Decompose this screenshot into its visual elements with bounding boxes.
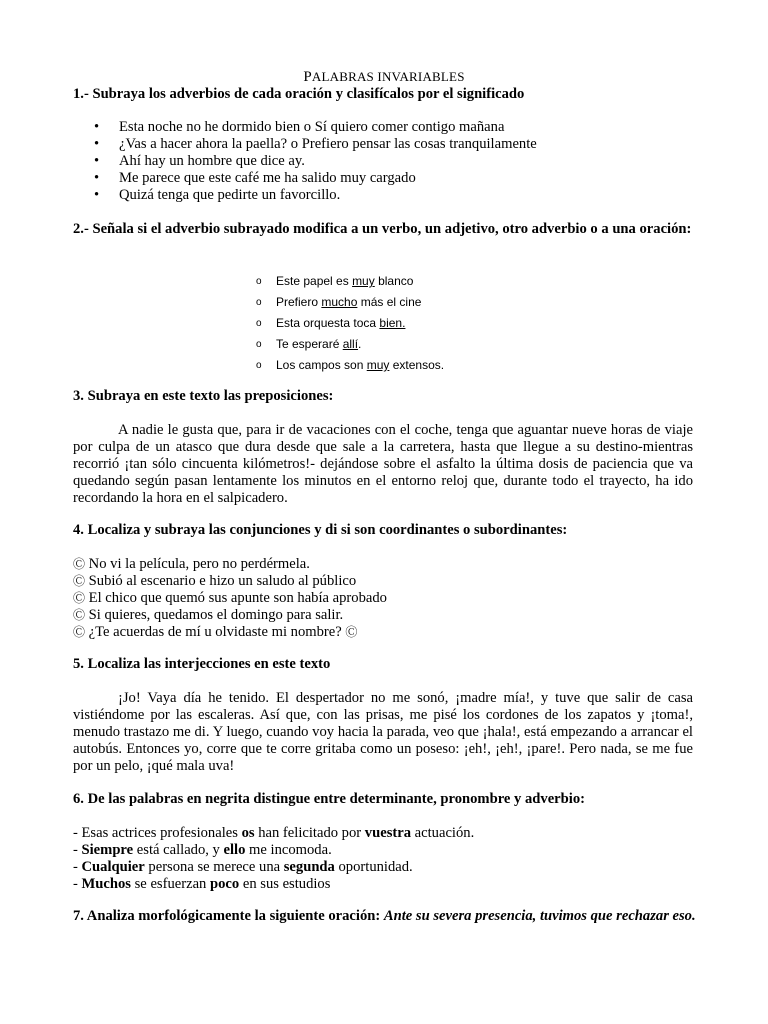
list-item: • Esta noche no he dormido bien o Sí quiero comer contigo mañana <box>94 119 505 135</box>
circle-bullet-icon: o <box>256 360 262 371</box>
q5-paragraph: ¡Jo! Vaya día he tenido. El despertador no me sonó, ¡madre mía!, y tuve que salir de casa vistiéndome por las escaleras. Así que, con las prisas, me pisé los cordones de los zapatos y ¡toma!, menudo trastazo me di. Y luego, cuando voy hacia la parada, veo que ¡hala!, está empezando a arrancar el autobús. Entonces yo, corre que te corre gritaba como un poseso: ¡eh!, ¡eh!, ¡pare!. Pero nada, se me fue por un pelo, ¡qué mala uva! <box>73 690 693 774</box>
list-item: • Ahí hay un hombre que dice ay. <box>94 153 305 169</box>
underlined-word: allí <box>342 337 359 351</box>
q4-heading: 4. Localiza y subraya las conjunciones y di si son coordinantes o subordinantes: <box>73 522 568 538</box>
smiley-icon: Ⓒ <box>73 574 86 588</box>
title-rest: ALABRAS INVARIABLES <box>311 69 465 84</box>
underlined-word: muy <box>352 274 375 288</box>
list-item: o Te esperaré allí. <box>256 335 444 356</box>
list-item: Ⓒ Si quieres, quedamos el domingo para salir. <box>73 607 344 623</box>
circle-bullet-icon: o <box>256 339 262 350</box>
list-item: • Quizá tenga que pedirte un favorcillo. <box>94 187 341 203</box>
circle-bullet-icon: o <box>256 318 262 329</box>
title-initial: P <box>303 69 312 85</box>
list-item: o Esta orquesta toca bien. <box>256 314 444 335</box>
q6-list <box>73 825 713 893</box>
q1-list <box>94 119 537 204</box>
circle-bullet-icon: o <box>256 297 262 308</box>
list-item: Ⓒ El chico que quemó sus apunte son había aprobado <box>73 590 387 606</box>
q4-list <box>73 556 713 641</box>
q7-sentence: Ante su severa presencia, tuvimos que rechazar eso. <box>383 908 696 924</box>
list-item: Ⓒ ¿Te acuerdas de mí u olvidaste mi nombre? Ⓒ <box>73 624 358 640</box>
q3-heading: 3. Subraya en este texto las preposiciones: <box>73 388 334 404</box>
underlined-word: bien. <box>379 316 406 330</box>
q3-paragraph: A nadie le gusta que, para ir de vacaciones con el coche, tenga que aguantar nueve horas de viaje por culpa de un atasco que dura desde que sale a la carretera, hasta que llegue a su destino-mientras recorrió ¡tan sólo cincuenta kilómetros!- dejándose sobre el asfalto la última dosis de paciencia que va quedando según pasan lentamente los minutos en el entorno reloj que, durante todo el trayecto, ha ido recordando la hora en el salpicadero. <box>73 422 693 506</box>
smiley-icon: Ⓒ <box>73 591 86 605</box>
list-item: - Muchos se esfuerzan poco en sus estudios <box>73 876 331 892</box>
smiley-icon: Ⓒ <box>73 608 86 622</box>
list-item: • ¿Vas a hacer ahora la paella? o Prefiero pensar las cosas tranquilamente <box>94 136 537 152</box>
q5-heading: 5. Localiza las interjecciones en este texto <box>73 656 331 672</box>
smiley-icon: Ⓒ <box>73 625 86 639</box>
list-item: Ⓒ No vi la película, pero no perdérmela. <box>73 556 310 572</box>
bullet-icon: • <box>94 136 100 152</box>
list-item: - Cualquier persona se merece una segunda oportunidad. <box>73 859 413 875</box>
bullet-icon: • <box>94 119 100 135</box>
list-item: • Me parece que este café me ha salido muy cargado <box>94 170 416 186</box>
bullet-icon: • <box>94 187 100 203</box>
list-item: Ⓒ Subió al escenario e hizo un saludo al público <box>73 573 357 589</box>
list-item: - Siempre está callado, y ello me incomoda. <box>73 842 332 858</box>
q6-heading: 6. De las palabras en negrita distingue entre determinante, pronombre y adverbio: <box>73 791 585 807</box>
list-item: - Esas actrices profesionales os han felicitado por vuestra actuación. <box>73 825 475 841</box>
list-item: o Prefiero mucho más el cine <box>256 293 444 314</box>
bullet-icon: • <box>94 153 100 169</box>
document-title <box>0 69 768 86</box>
q2-heading: 2.- Señala si el adverbio subrayado modifica a un verbo, un adjetivo, otro adverbio o a una oración: <box>73 221 692 237</box>
q1-heading: 1.- Subraya los adverbios de cada oración y clasifícalos por el significado <box>73 86 525 102</box>
circle-bullet-icon: o <box>256 276 262 287</box>
smiley-icon: Ⓒ <box>345 625 358 639</box>
bullet-icon: • <box>94 170 100 186</box>
smiley-icon: Ⓒ <box>73 557 86 571</box>
underlined-word: mucho <box>321 295 358 309</box>
q7-heading: 7. Analiza morfológicamente la siguiente oración: Ante su severa presencia, tuvimos que rechazar eso. <box>73 908 696 924</box>
q2-list <box>256 272 444 377</box>
list-item: o Este papel es muy blanco <box>256 272 444 293</box>
list-item: o Los campos son muy extensos. <box>256 356 444 377</box>
underlined-word: muy <box>366 358 390 372</box>
